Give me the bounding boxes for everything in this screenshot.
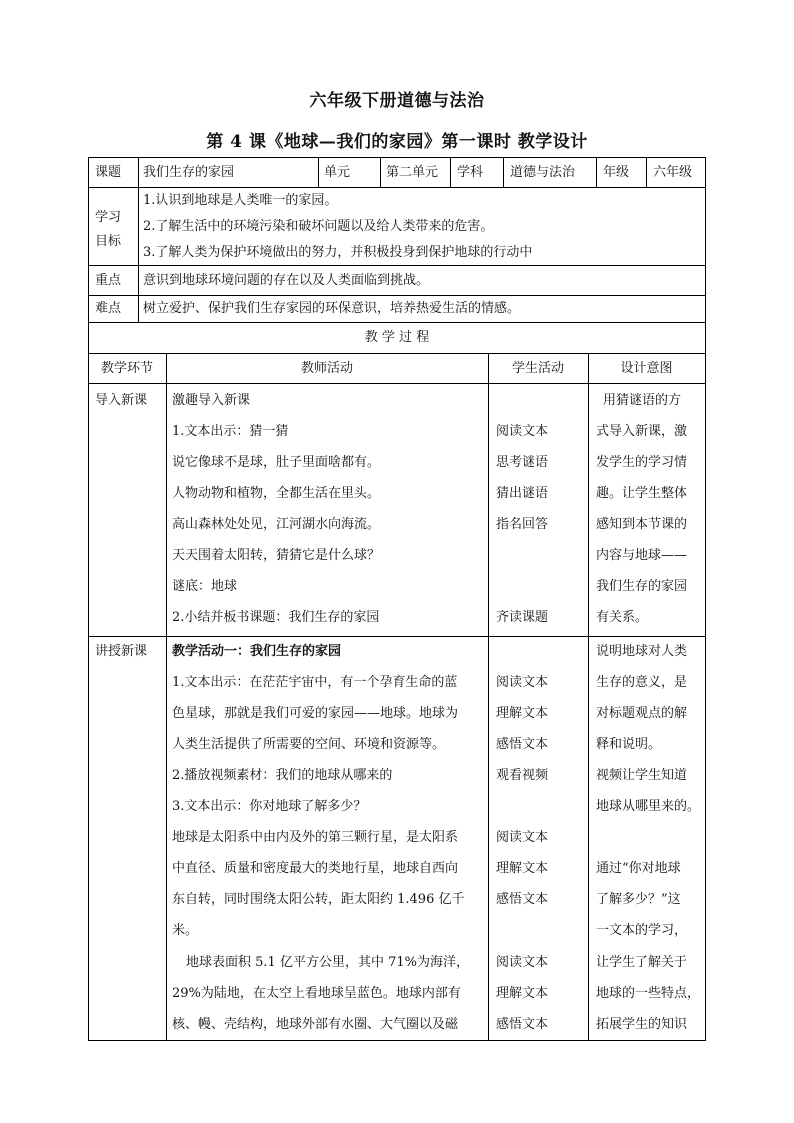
- col-intent-header: 设计意图: [620, 361, 673, 376]
- student-line: 观看视频: [496, 768, 549, 783]
- student-line: 指名回答: [496, 517, 549, 532]
- topic-label: 课题: [95, 165, 122, 180]
- teacher-line: 地球是太阳系中由内及外的第三颗行星，是太阳系: [172, 830, 459, 845]
- student-line: 感悟文本: [496, 737, 549, 752]
- teacher-line: 高山森林处处见，江河湖水向海流。: [172, 517, 381, 532]
- intent-line: 感知到本节课的: [596, 517, 688, 532]
- student-line: 阅读文本: [496, 955, 549, 970]
- teacher-line: 中直径、质量和密度最大的类地行星，地球自西向: [172, 861, 459, 876]
- intent-line: 通过“你对地球: [596, 861, 681, 876]
- intent-line: 内容与地球——: [596, 548, 688, 563]
- col-stage-header: 教学环节: [100, 361, 153, 376]
- intent-line: 视频让学生知道: [596, 768, 688, 783]
- teacher-line: 激趣导入新课: [172, 393, 251, 408]
- goal-item: 2.了解生活中的环境污染和破坏问题以及给人类带来的危害。: [143, 219, 494, 234]
- goal-item: 1.认识到地球是人类唯一的家园。: [143, 193, 338, 208]
- key-point-value: 意识到地球环境问题的存在以及人类面临到挑战。: [143, 273, 430, 288]
- difficulty-label: 难点: [95, 301, 122, 316]
- grade-label: 年级: [603, 165, 630, 180]
- teacher-line: 1.文本出示：在茫茫宇宙中，有一个孕育生命的蓝: [172, 675, 458, 690]
- teacher-line: 天天围着太阳转，猜猜它是什么球？: [172, 548, 381, 563]
- intent-line: 地球的一些特点，: [596, 986, 701, 1001]
- student-line: 理解文本: [496, 986, 549, 1001]
- teacher-line: 说它像球不是球，肚子里面啥都有。: [172, 455, 381, 470]
- teacher-line: 2.播放视频素材：我们的地球从哪来的: [172, 768, 393, 783]
- intent-line: 用猜谜语的方: [603, 393, 682, 408]
- grade-value: 六年级: [653, 165, 693, 180]
- activity-heading: 教学活动一：我们生存的家园: [172, 644, 342, 659]
- intent-line: 了解多少？”这: [596, 892, 681, 907]
- student-line: 阅读文本: [496, 675, 549, 690]
- student-line: 感悟文本: [496, 1017, 549, 1032]
- unit-label: 单元: [324, 165, 351, 180]
- goals-label-line1: 学习: [95, 210, 122, 225]
- intent-line: 发学生的学习情: [596, 455, 688, 470]
- col-teacher-header: 教师活动: [300, 361, 353, 376]
- student-line: 理解文本: [496, 861, 549, 876]
- teacher-line: 1.文本出示：猜一猜: [172, 424, 289, 439]
- intent-line: 我们生存的家园: [596, 579, 688, 594]
- intent-line: 有关系。: [596, 610, 649, 625]
- section2-stage: 讲授新课: [95, 644, 148, 659]
- difficulty-value: 树立爱护、保护我们生存家园的环保意识，培养热爱生活的情感。: [143, 301, 521, 316]
- student-line: 感悟文本: [496, 892, 549, 907]
- teacher-line: 人物动物和植物，全都生活在里头。: [172, 486, 381, 501]
- student-line: 阅读文本: [496, 424, 549, 439]
- intent-line: 说明地球对人类: [596, 644, 688, 659]
- intent-line: 生存的意义，是: [596, 675, 688, 690]
- key-point-label: 重点: [95, 273, 122, 288]
- student-line: 齐读课题: [496, 610, 549, 625]
- teacher-line: 3.文本出示：你对地球了解多少？: [172, 799, 367, 814]
- teacher-line: 29%为陆地，在太空上看地球呈蓝色。地球内部有: [172, 986, 461, 1001]
- unit-value: 第二单元: [386, 165, 439, 180]
- process-header: 教 学 过 程: [364, 330, 430, 345]
- teacher-line: 地球表面积 5.1 亿平方公里，其中 71%为海洋，: [186, 955, 469, 970]
- student-line: 思考谜语: [496, 455, 549, 470]
- student-line: 猜出谜语: [496, 486, 549, 501]
- intent-line: 一文本的学习，: [596, 923, 688, 938]
- intent-line: 让学生了解关于: [596, 955, 688, 970]
- teacher-line: 米。: [172, 923, 199, 938]
- teacher-line: 2.小结并板书课题：我们生存的家园: [172, 610, 380, 625]
- teacher-line: 核、幔、壳结构，地球外部有水圈、大气圈以及磁: [172, 1017, 459, 1032]
- teacher-line: 东自转，同时围绕太阳公转，距太阳约 1.496 亿千: [172, 892, 465, 907]
- intent-line: 拓展学生的知识: [596, 1017, 688, 1032]
- topic-value: 我们生存的家园: [143, 165, 235, 180]
- subject-value: 道德与法治: [510, 165, 576, 180]
- student-line: 阅读文本: [496, 830, 549, 845]
- lesson-title: 第 4 课《地球—我们的家园》第一课时 教学设计: [206, 132, 588, 152]
- document-title: 六年级下册道德与法治: [309, 91, 485, 111]
- goals-label-line2: 目标: [95, 234, 122, 249]
- intent-line: 对标题观点的解: [596, 706, 688, 721]
- col-student-header: 学生活动: [511, 361, 564, 376]
- section1-stage: 导入新课: [95, 393, 148, 408]
- teacher-line: 色星球，那就是我们可爱的家园——地球。地球为: [172, 706, 459, 721]
- goal-item: 3.了解人类为保护环境做出的努力，并积极投身到保护地球的行动中: [143, 245, 533, 260]
- student-line: 理解文本: [496, 706, 549, 721]
- intent-line: 式导入新课，激: [596, 424, 688, 439]
- teacher-line: 谜底：地球: [172, 579, 238, 594]
- intent-line: 地球从哪里来的。: [596, 799, 701, 814]
- intent-line: 趣。让学生整体: [596, 486, 688, 501]
- teacher-line: 人类生活提供了所需要的空间、环境和资源等。: [172, 737, 446, 752]
- intent-line: 释和说明。: [596, 737, 662, 752]
- subject-label: 学科: [457, 165, 484, 180]
